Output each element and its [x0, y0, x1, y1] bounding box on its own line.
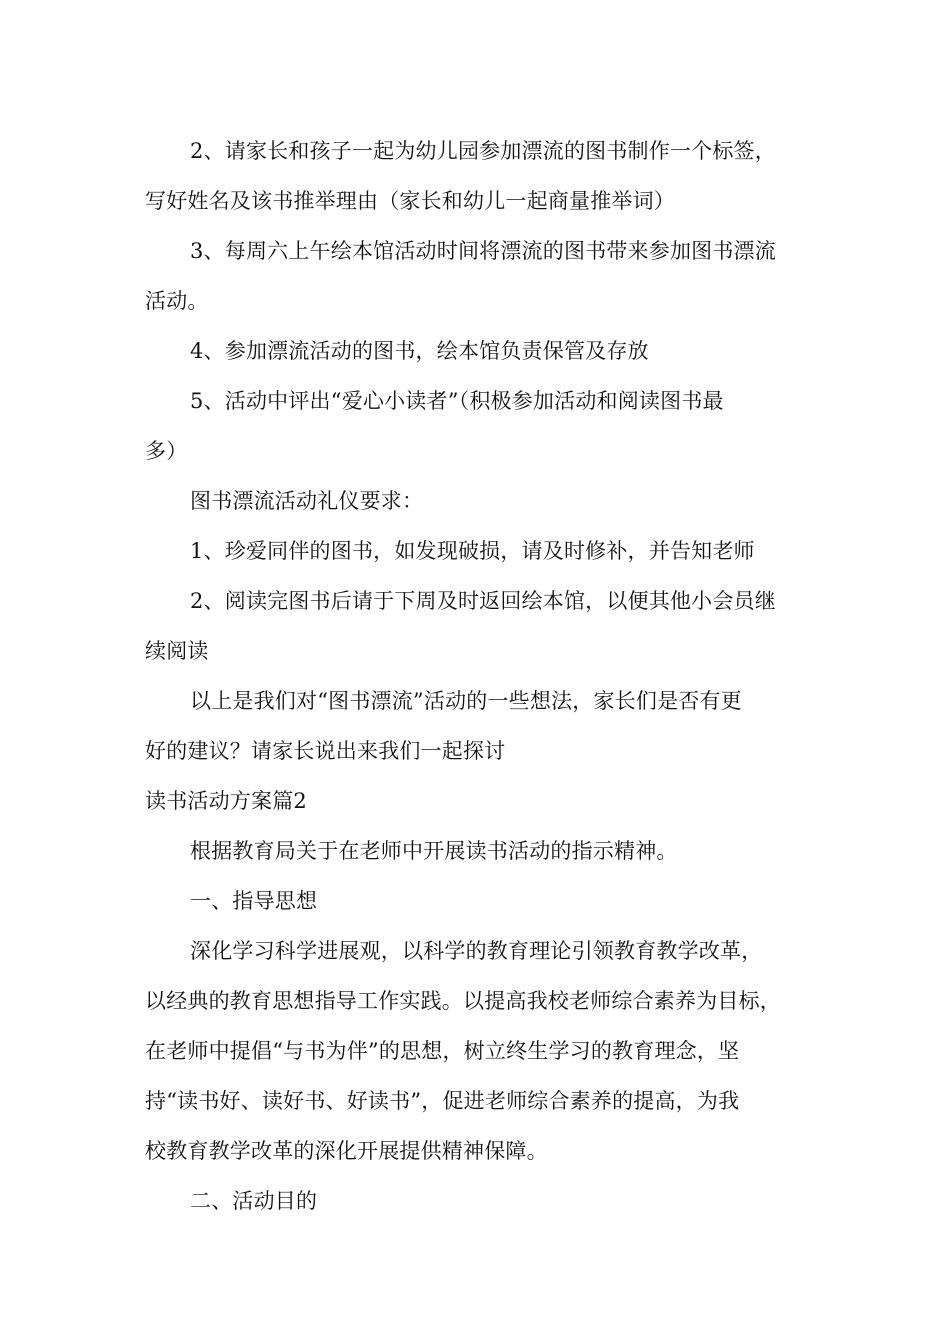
paragraph-line: 好的建议？请家长说出来我们一起探讨 — [145, 739, 506, 763]
paragraph-line: 续阅读 — [145, 639, 209, 663]
paragraph-line: 活动。 — [145, 289, 209, 313]
paragraph-line: 以上是我们对“图书漂流”活动的一些想法，家长们是否有更 — [190, 689, 742, 713]
paragraph-line: 深化学习科学进展观，以科学的教育理论引领教育教学改革， — [190, 939, 763, 963]
paragraph-line: 2、请家长和孩子一起为幼儿园参加漂流的图书制作一个标签， — [190, 139, 776, 163]
paragraph-line: 以经典的教育思想指导工作实践。以提高我校老师综合素养为目标， — [145, 989, 781, 1013]
paragraph-line: 2、阅读完图书后请于下周及时返回绘本馆，以便其他小会员继 — [190, 589, 776, 613]
paragraph-line: 校教育教学改革的深化开展提供精神保障。 — [145, 1139, 548, 1163]
paragraph-line: 根据教育局关于在老师中开展读书活动的指示精神。 — [190, 839, 678, 863]
paragraph-line: 多） — [145, 439, 188, 463]
paragraph-line: 持“读书好、读好书、好读书”，促进老师综合素养的提高，为我 — [145, 1089, 740, 1113]
paragraph-line: 写好姓名及该书推举理由（家长和幼儿一起商量推举词） — [145, 189, 675, 213]
paragraph-line: 3、每周六上午绘本馆活动时间将漂流的图书带来参加图书漂流 — [190, 239, 776, 263]
section-heading: 图书漂流活动礼仪要求： — [190, 489, 424, 513]
paragraph-line: 4、参加漂流活动的图书，绘本馆负责保管及存放 — [190, 339, 649, 363]
section-heading: 一、指导思想 — [190, 889, 318, 913]
paragraph-line: 1、珍爱同伴的图书，如发现破损，请及时修补，并告知老师 — [190, 539, 755, 563]
article-title: 读书活动方案篇2 — [145, 789, 307, 813]
section-heading: 二、活动目的 — [190, 1189, 318, 1213]
paragraph-line: 在老师中提倡“与书为伴”的思想，树立终生学习的教育理念，坚 — [145, 1039, 740, 1063]
paragraph-line: 5、活动中评出“爱心小读者”（积极参加活动和阅读图书最 — [190, 389, 724, 413]
